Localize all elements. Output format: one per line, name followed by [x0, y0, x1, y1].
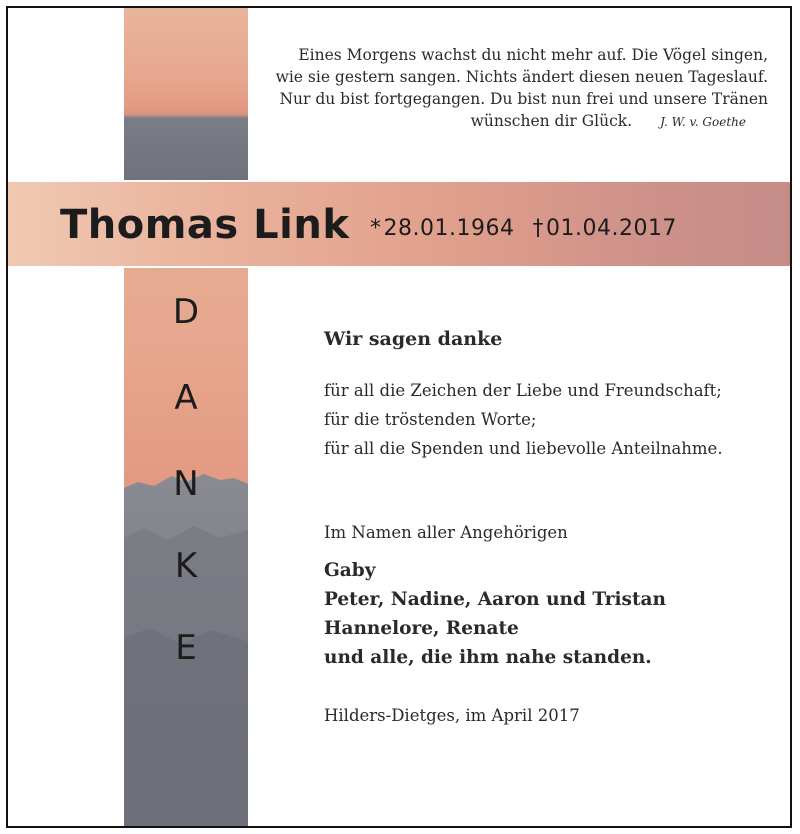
reason-line: für all die Zeichen der Liebe und Freundschaft; — [324, 381, 722, 400]
danke-letter-d: D — [172, 292, 200, 332]
mourner-line: und alle, die ihm nahe standen. — [324, 647, 652, 668]
life-dates — [370, 216, 677, 241]
death-date: 01.04.2017 — [545, 216, 677, 241]
poem-line: Nur du bist fortgegangen. Du bist nun frei und unsere Tränen — [279, 90, 768, 108]
reason-line: für die tröstenden Worte; — [324, 410, 537, 429]
danke-letter-k: K — [174, 546, 198, 586]
thanks-reasons — [324, 376, 784, 463]
death-symbol: † — [532, 216, 544, 241]
mourners-list — [324, 556, 784, 672]
thanks-message — [324, 328, 784, 725]
place-date: Hilders-Dietges, im April 2017 — [324, 706, 580, 725]
message-heading: Wir sagen danke — [324, 328, 503, 350]
poem-last-line — [258, 110, 768, 133]
deceased-name: Thomas Link — [60, 202, 350, 248]
mourner-line: Gaby — [324, 560, 376, 581]
danke-letter-e: E — [175, 628, 197, 668]
danke-letter-a: A — [174, 378, 198, 418]
poem-line: Eines Morgens wachst du nicht mehr auf. Die Vögel singen, — [298, 46, 768, 64]
poem-line: wie sie gestern sangen. Nichts ändert diesen neuen Tageslauf. — [275, 68, 768, 86]
mourner-line: Peter, Nadine, Aaron und Tristan — [324, 589, 666, 610]
poem-line: wünschen dir Glück. — [470, 112, 633, 130]
poem-author: J. W. v. Goethe — [660, 115, 746, 129]
reason-line: für all die Spenden und liebevolle Anteilnahme. — [324, 439, 723, 458]
birth-symbol: * — [370, 216, 382, 241]
background-panel — [8, 8, 124, 180]
on-behalf-text: Im Namen aller Angehörigen — [324, 523, 568, 542]
mourner-line: Hannelore, Renate — [324, 618, 519, 639]
cross-top-beam — [124, 8, 248, 180]
poem — [258, 44, 768, 133]
birth-date: 28.01.1964 — [383, 216, 515, 241]
danke-letter-n: N — [173, 464, 199, 504]
obituary-card — [6, 6, 792, 828]
